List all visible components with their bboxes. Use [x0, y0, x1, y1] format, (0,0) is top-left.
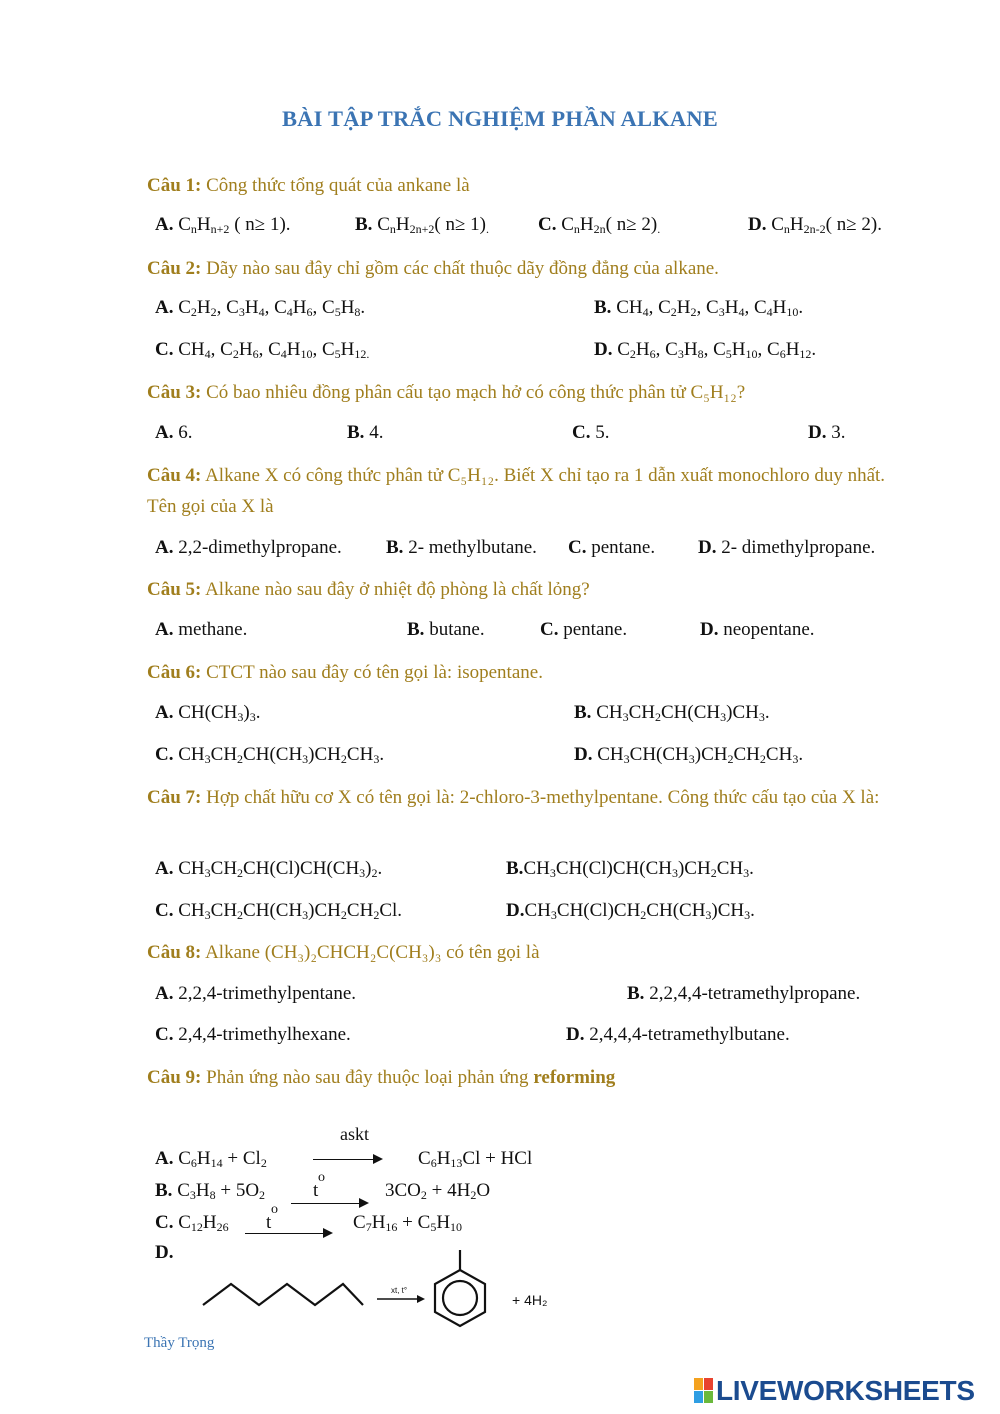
answer-row: [0, 983, 1000, 1009]
q9-option-a[interactable]: askt A. $C_6H_{14} + Cl_2$ $C_6H_{13}Cl$ + HCl: [155, 1124, 533, 1170]
answer-row: [0, 702, 1000, 728]
q3-option-a[interactable]: A. 6.: [155, 422, 193, 443]
answer-row: [0, 297, 1000, 323]
q3-option-d[interactable]: D. 3.: [808, 422, 846, 443]
logo-icon: [694, 1378, 714, 1404]
q1-option-b[interactable]: B. $C_nH_{2n+2}$( $n\ge 1)_.$: [355, 214, 489, 236]
question-9: Câu 9: Phản ứng nào sau đây thuộc loại phản ứng reforming: [147, 1067, 616, 1088]
question-4: Câu 4: Alkane X có công thức phân tử C₅H₁₂. Biết X chỉ tạo ra 1 dẫn xuất monochloro duy nhất. Tên gọi của X là: [147, 465, 886, 517]
q2-option-d[interactable]: D. $C_2H_6$, $C_3H_8$, $C_5H_{10}$, $C_6H_{12}$.: [594, 339, 817, 361]
answer-row: [0, 537, 1000, 563]
q2-option-a[interactable]: A. $C_2H_2$, $C_3H_4$, $C_4H_6$, $C_5H_8$.: [155, 297, 366, 319]
condition-label: askt: [340, 1124, 369, 1144]
answer-row: [0, 1024, 1000, 1050]
arrow-head: [417, 1295, 425, 1303]
hexane-skeleton: [203, 1284, 363, 1305]
question-text: Công thức tổng quát của ankane là: [201, 175, 470, 196]
q7-option-a[interactable]: A. $CH_3CH_2CH(Cl)CH(CH_3)_2$.: [155, 858, 383, 880]
q3-option-c[interactable]: C. 5.: [572, 422, 610, 443]
q8-option-b[interactable]: B. 2,2,4,4-tetramethylpropane.: [627, 983, 861, 1004]
question-7: Câu 7: Hợp chất hữu cơ X có tên gọi là: 2-chloro-3-methylpentane. Công thức cấu tạo của X là:: [147, 787, 880, 808]
q8-option-d[interactable]: D. 2,4,4,4-tetramethylbutane.: [566, 1024, 790, 1045]
question-6: Câu 6: CTCT nào sau đây có tên gọi là: isopentane.: [147, 662, 543, 683]
degree-mark: o: [271, 1202, 278, 1217]
q6-option-a[interactable]: A. $CH(CH_3)_3$.: [155, 702, 261, 724]
q4-option-d[interactable]: D. 2- dimethylpropane.: [698, 537, 876, 558]
q2-option-c[interactable]: C. $CH_4$, $C_2H_6$, $C_4H_{10}$, $C_5H_{12.}$: [155, 339, 370, 361]
q4-option-c[interactable]: C. pentane.: [568, 537, 656, 558]
answer-row: [0, 900, 1000, 926]
q6-option-c[interactable]: C. $CH_3CH_2CH(CH_3)CH_2CH_3$.: [155, 744, 385, 766]
question-1: [147, 170, 909, 201]
answer-row: [0, 858, 1000, 884]
answer-row: [0, 422, 1000, 448]
q8-option-a[interactable]: A. 2,2,4-trimethylpentane.: [155, 983, 357, 1004]
q9-option-c[interactable]: o C. $C_{12}H_{26}$ t $C_7H_{16} + C_5H_{10}$: [155, 1202, 463, 1234]
q8-option-c[interactable]: C. 2,4,4-trimethylhexane.: [155, 1024, 351, 1045]
catalyst-condition: xt, t°: [391, 1286, 408, 1295]
q1-option-d[interactable]: D. $C_nH_{2n-2}$( n≥ 2).: [748, 214, 882, 236]
reaction-arrow: [313, 1159, 381, 1160]
benzene-inner-circle: [443, 1281, 477, 1315]
q7-option-d[interactable]: $D.CH_3CH(Cl)CH_2CH(CH_3)CH_3$.: [506, 900, 755, 922]
question-8: Câu 8: Alkane (CH₃)₂CHCH₂C(CH₃)₃ có tên gọi là: [147, 942, 540, 963]
question-3: Câu 3: Có bao nhiêu đồng phân cấu tạo mạch hở có công thức phân tử C₅H₁₂?: [147, 382, 746, 403]
reforming-diagram: [155, 1242, 675, 1332]
q1-option-c[interactable]: C. $C_nH_{2n}$( $n\ge 2)_.$: [538, 214, 661, 236]
q3-option-b[interactable]: B. 4.: [347, 422, 384, 443]
degree-mark: o: [318, 1170, 325, 1185]
footer-author: Thầy Trọng: [144, 1335, 215, 1351]
question-2: Câu 2: Dãy nào sau đây chỉ gồm các chất thuộc dãy đồng đẳng của alkane.: [147, 258, 719, 279]
q2-option-b[interactable]: B. $CH_4$, $C_2H_2$, $C_3H_4$, $C_4H_{10}$.: [594, 297, 804, 319]
question-label: Câu 1:: [147, 175, 202, 196]
q6-option-d[interactable]: D. $CH_3CH(CH_3)CH_2CH_2CH_3$.: [574, 744, 804, 766]
q9-option-b[interactable]: o B. $C_3H_8 + 5O_2$ t $3CO_2 + 4H_2O$: [155, 1170, 491, 1202]
question-5: Câu 5: Alkane nào sau đây ở nhiệt độ phòng là chất lỏng?: [147, 579, 590, 600]
q4-option-b[interactable]: B. 2- methylbutane.: [386, 537, 537, 558]
q9-option-d[interactable]: D. xt, t° + 4H₂: [155, 1242, 675, 1332]
q7-option-c[interactable]: C. $CH_3CH_2CH(CH_3)CH_2CH_2Cl$.: [155, 900, 403, 922]
answer-row: [0, 339, 1000, 365]
answer-row: [0, 744, 1000, 770]
page-title: BÀI TẬP TRẮC NGHIỆM PHẦN ALKANE: [281, 106, 719, 131]
q5-option-b[interactable]: B. butane.: [407, 619, 485, 640]
q1-option-a[interactable]: A. $C_nH_{n+2}$ ( n≥ 1).: [155, 214, 291, 236]
answer-row: [0, 619, 1000, 645]
q7-option-b[interactable]: $B.CH_3CH(Cl)CH(CH_3)CH_2CH_3$.: [506, 858, 754, 880]
reaction-arrow: [245, 1233, 331, 1234]
logo-text: LIVEWORKSHEETS: [716, 1375, 975, 1406]
liveworksheets-logo[interactable]: [694, 1374, 994, 1408]
q5-option-c[interactable]: C. pentane.: [540, 619, 628, 640]
hydrogen-product: + 4H₂: [512, 1292, 548, 1308]
q4-option-a[interactable]: A. 2,2-dimethylpropane.: [155, 537, 342, 558]
q5-option-a[interactable]: A. methane.: [155, 619, 248, 640]
temperature-label: t: [313, 1180, 319, 1201]
temperature-label: t: [266, 1212, 272, 1233]
q6-option-b[interactable]: B. $CH_3CH_2CH(CH_3)CH_3$.: [574, 702, 770, 724]
q5-option-d[interactable]: D. neopentane.: [700, 619, 815, 640]
answer-row: [0, 214, 1000, 240]
